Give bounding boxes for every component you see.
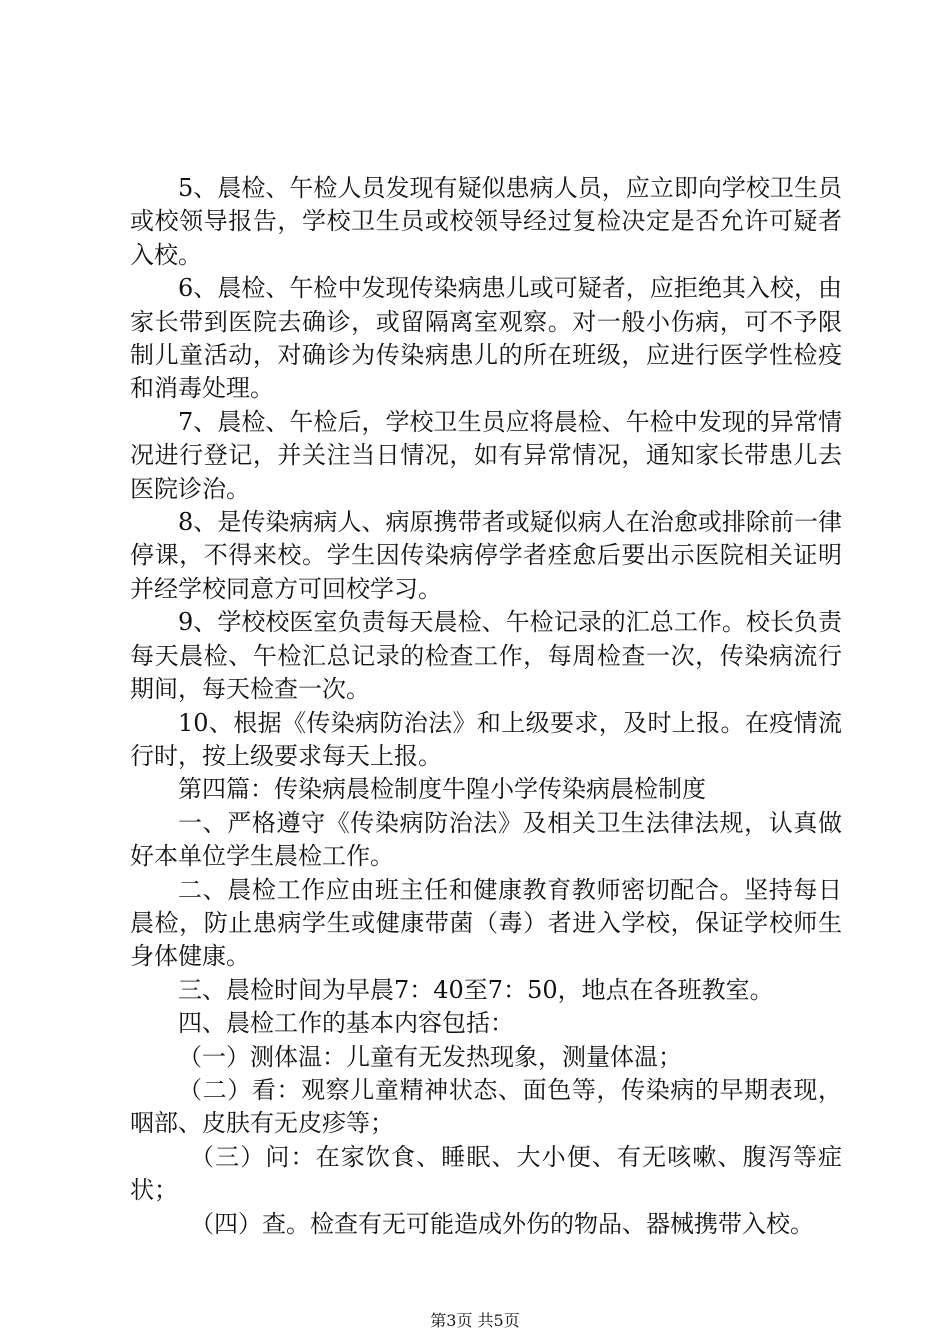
paragraph-item-9: 9、学校校医室负责每天晨检、午检记录的汇总工作。校长负责每天晨检、午检汇总记录的检查工作，每周检查一次，传染病流行期间，每天检查一次。 (130, 608, 842, 704)
sub-item-check: （四）查。检查有无可能造成外伤的物品、器械携带入校。 (190, 1209, 814, 1238)
sub-item-ask: （三）问：在家饮食、睡眠、大小便、有无咳嗽、腹泻等症状； (130, 1142, 842, 1205)
paragraph-item-10: 10、根据《传染病防治法》和上级要求，及时上报。在疫情流行时，按上级要求每天上报。 (130, 708, 842, 770)
document-body (130, 172, 842, 1241)
section-heading: 第四篇：传染病晨检制度牛隍小学传染病晨检制度 (178, 775, 706, 804)
paragraph-item-5: 5、晨检、午检人员发现有疑似患病人员，应立即向学校卫生员或校领导报告，学校卫生员或校领导经过复检决定是否允许可疑者入校。 (130, 174, 842, 269)
sub-item-look: （二）看：观察儿童精神状态、面色等，传染病的早期表现，咽部、皮肤有无皮疹等； (130, 1075, 842, 1138)
rule-one: 一、严格遵守《传染病防治法》及相关卫生法律法规，认真做好本单位学生晨检工作。 (130, 808, 842, 871)
paragraph-item-8: 8、是传染病病人、病原携带者或疑似病人在治愈或排除前一律停课，不得来校。学生因传染病停学者痊愈后要出示医院相关证明并经学校同意方可回校学习。 (130, 508, 842, 603)
rule-two: 二、晨检工作应由班主任和健康教育教师密切配合。坚持每日晨检，防止患病学生或健康带菌（毒）者进入学校，保证学校师生身体健康。 (130, 875, 842, 971)
paragraph-item-6: 6、晨检、午检中发现传染病患儿或可疑者，应拒绝其入校，由家长带到医院去确诊，或留隔离室观察。对一般小伤病，可不予限制儿童活动，对确诊为传染病患儿的所在班级，应进行医学性检疫和消毒处理。 (130, 274, 842, 403)
paragraph-item-7: 7、晨检、午检后，学校卫生员应将晨检、午检中发现的异常情况进行登记，并关注当日情况，如有异常情况，通知家长带患儿去医院诊治。 (130, 407, 842, 503)
page-footer: 第3页 共5页 (430, 1311, 520, 1330)
rule-three: 三、晨检时间为早晨7：40至7：50，地点在各班教室。 (178, 975, 774, 1004)
rule-four: 四、晨检工作的基本内容包括： (178, 1009, 514, 1038)
sub-item-temperature: （一）测体温：儿童有无发热现象，测量体温； (178, 1042, 682, 1071)
